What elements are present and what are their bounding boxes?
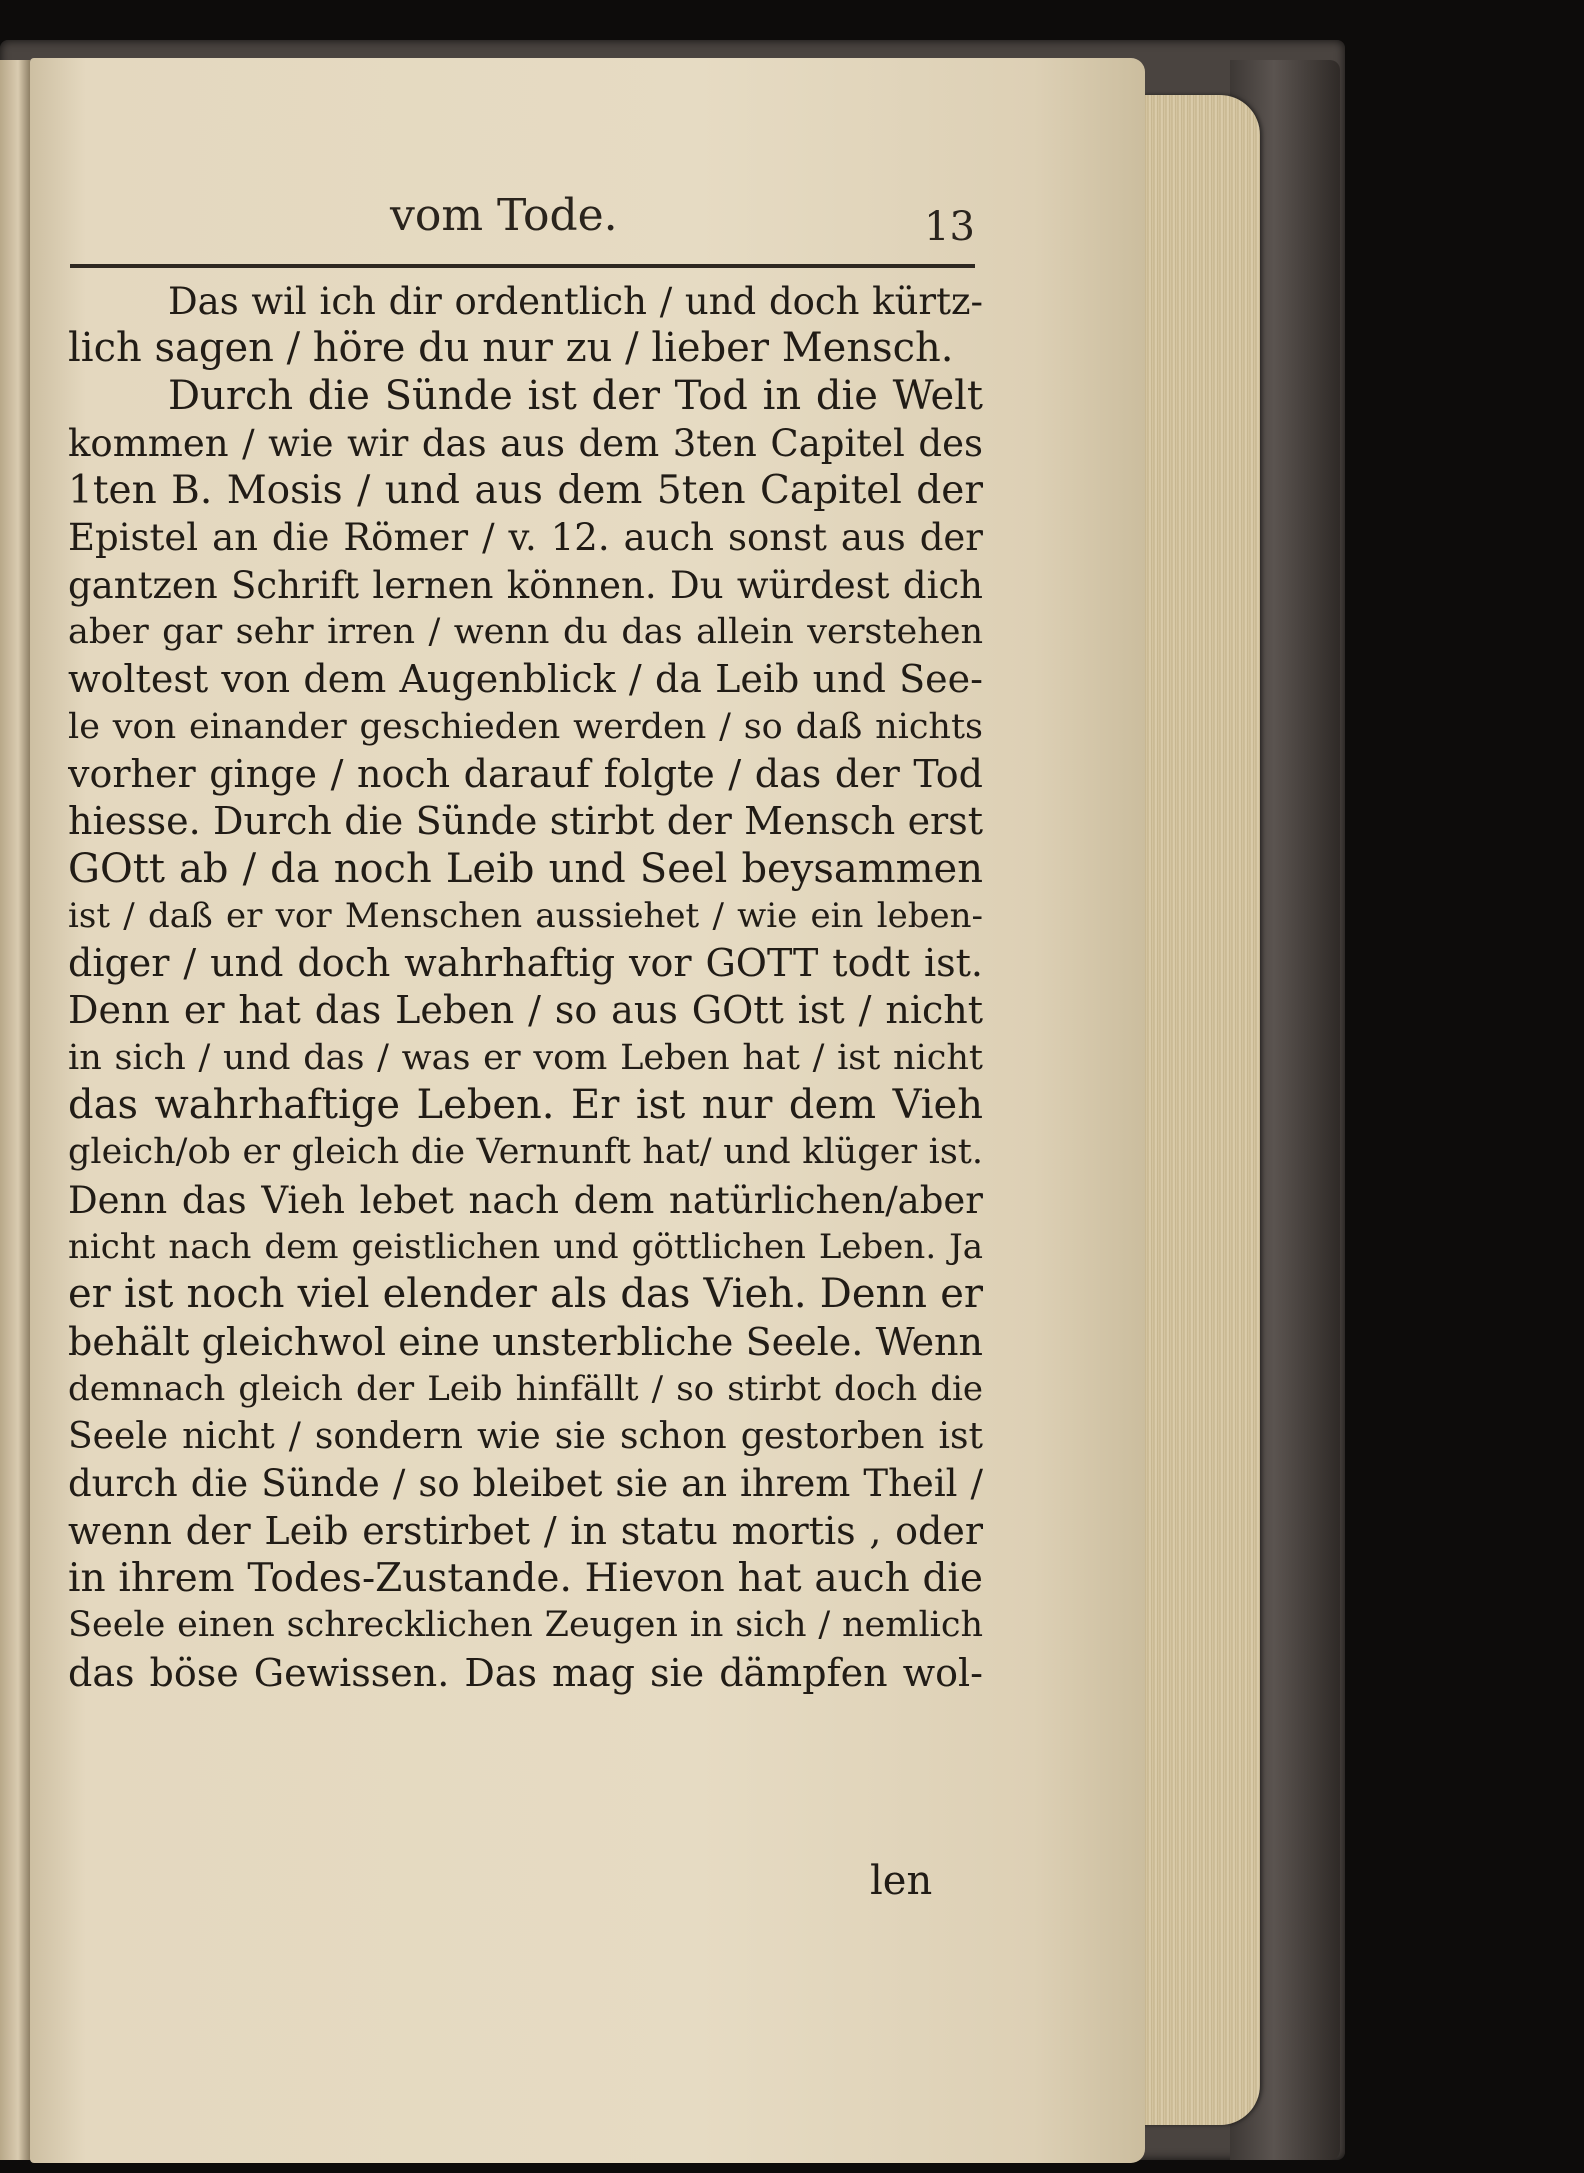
body-text — [68, 278, 983, 1697]
text-line: woltest von dem Augenblick / da Leib und See- — [68, 657, 983, 702]
running-head: vom Tode. — [390, 190, 618, 241]
text-line: ist / daß er vor Menschen aussiehet / wie ein leben- — [68, 895, 983, 936]
text-line: Denn das Vieh lebet nach dem natürlichen/aber — [68, 1178, 983, 1222]
page-fore-edge — [1140, 95, 1260, 2125]
text-line: vorher ginge / noch darauf folgte / das der Tod — [68, 751, 983, 796]
text-line: nicht nach dem geistlichen und göttlichen Leben. Ja — [68, 1226, 983, 1267]
text-line: gleich/ob er gleich die Vernunft hat/ und klüger ist. — [68, 1132, 983, 1173]
catchword: len — [870, 1858, 933, 1904]
text-line: kommen / wie wir das aus dem 3ten Capitel des — [68, 421, 983, 465]
text-line: hiesse. Durch die Sünde stirbt der Mensch erst — [68, 799, 983, 844]
text-line: aber gar sehr irren / wenn du das allein verstehen — [68, 612, 983, 653]
text-line: gantzen Schrift lernen können. Du würdest dich — [68, 563, 983, 607]
text-line: demnach gleich der Leib hinfällt / so stirbt doch die — [68, 1368, 983, 1409]
text-line: das wahrhaftige Leben. Er ist nur dem Vieh — [68, 1082, 983, 1129]
text-line: durch die Sünde / so bleibet sie an ihrem Theil / — [68, 1462, 983, 1506]
text-line: lich sagen / höre du nur zu / lieber Mensch. — [68, 325, 954, 372]
text-line: behält gleichwol eine unsterbliche Seele. Wenn — [68, 1319, 983, 1364]
text-line: Denn er hat das Leben / so aus GOtt ist / nicht — [68, 988, 983, 1033]
text-line: Seele nicht / sondern wie sie schon gestorben ist — [68, 1416, 983, 1458]
page-header — [70, 190, 975, 260]
text-line: Epistel an die Römer / v. 12. auch sonst aus der — [68, 516, 983, 560]
text-line: Seele einen schrecklichen Zeugen in sich / nemlich — [68, 1605, 983, 1646]
text-line: in sich / und das / was er vom Leben hat / ist nicht — [68, 1037, 983, 1078]
text-line: 1ten B. Mosis / und aus dem 5ten Capitel der — [68, 468, 983, 514]
text-line: wenn der Leib erstirbet / in statu mortis , oder — [68, 1508, 983, 1553]
text-line: in ihrem Todes-Zustande. Hievon hat auch die — [68, 1556, 983, 1602]
text-line: GOtt ab / da noch Leib und Seel beysammen — [68, 845, 983, 892]
facing-page-edge — [0, 60, 30, 2160]
text-line: er ist noch viel elender als das Vieh. Denn er — [68, 1271, 983, 1318]
text-line: Durch die Sünde ist der Tod in die Welt — [168, 372, 983, 419]
header-rule — [70, 264, 975, 268]
text-line: das böse Gewissen. Das mag sie dämpfen wol- — [68, 1650, 983, 1695]
text-line: le von einander geschieden werden / so daß nichts — [68, 706, 983, 747]
text-line: Das wil ich dir ordentlich / und doch kürtz- — [168, 280, 983, 323]
text-line: diger / und doch wahrhaftig vor GOTT todt ist. — [68, 941, 983, 986]
page-number: 13 — [924, 204, 975, 250]
